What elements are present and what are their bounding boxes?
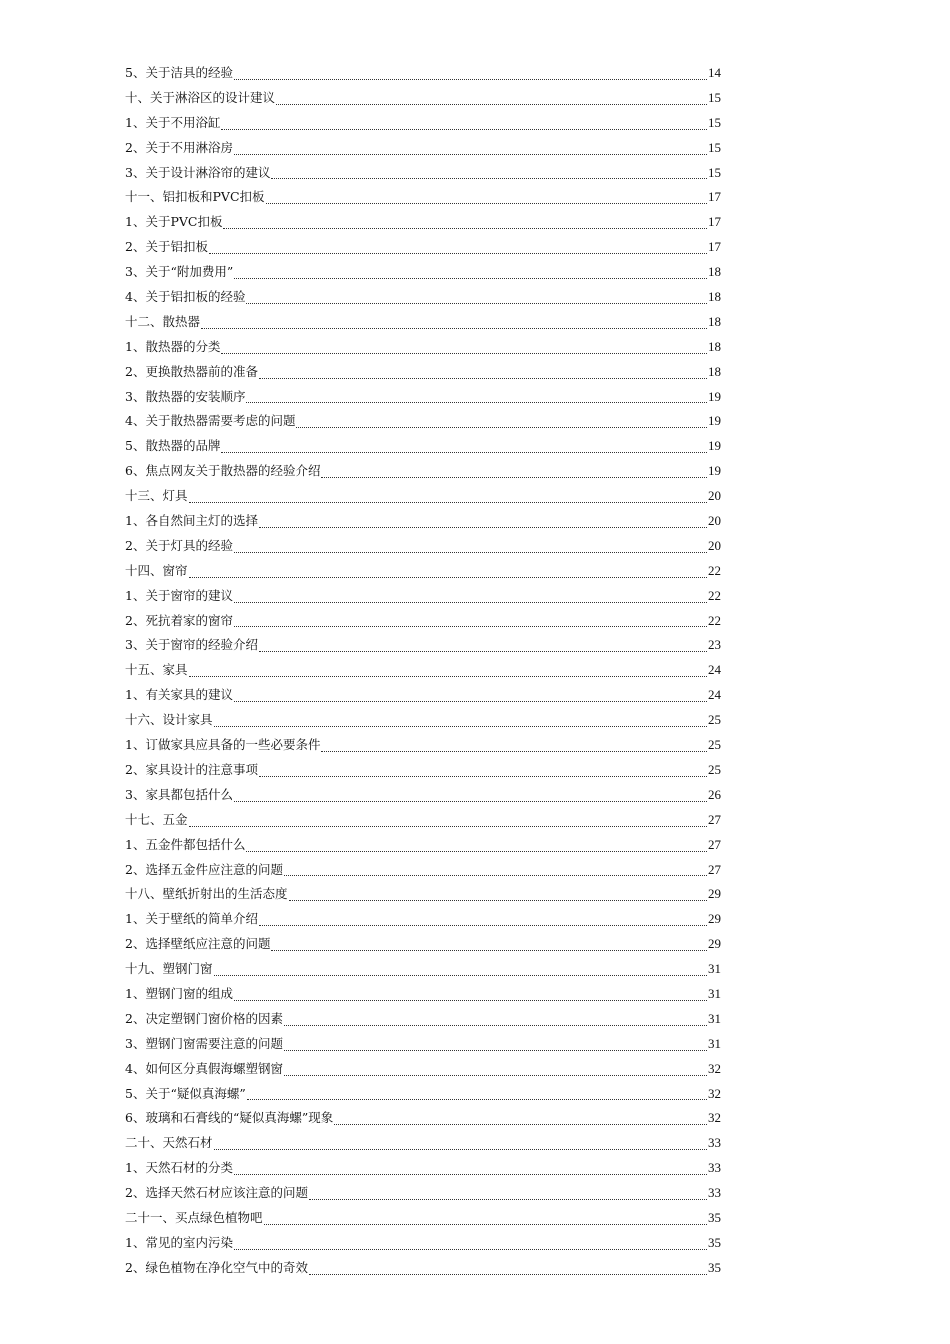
toc-entry-page-number: 18	[708, 313, 721, 329]
toc-dot-leader	[234, 1174, 707, 1175]
toc-entry-title: 1、关于PVC扣板	[125, 214, 223, 230]
toc-entry-title: 3、家具都包括什么	[125, 786, 233, 802]
toc-dot-leader	[221, 452, 707, 453]
toc-entry[interactable]	[125, 484, 721, 509]
table-of-contents	[125, 61, 721, 1281]
toc-dot-leader	[247, 1099, 707, 1100]
toc-entry-title: 2、选择五金件应注意的问题	[125, 861, 283, 877]
toc-dot-leader	[271, 950, 707, 951]
toc-dot-leader	[246, 402, 707, 403]
toc-entry-page-number: 17	[708, 214, 721, 230]
toc-entry[interactable]	[125, 932, 721, 957]
toc-entry-page-number: 24	[708, 687, 721, 703]
toc-entry[interactable]	[125, 957, 721, 982]
toc-entry[interactable]	[125, 409, 721, 434]
toc-dot-leader	[234, 154, 707, 155]
toc-entry[interactable]	[125, 584, 721, 609]
toc-dot-leader	[234, 801, 707, 802]
toc-entry-title: 1、关于窗帘的建议	[125, 587, 233, 603]
toc-entry-page-number: 35	[708, 1234, 721, 1250]
toc-entry-page-number: 32	[708, 1085, 721, 1101]
toc-dot-leader	[234, 278, 707, 279]
toc-entry-title: 3、散热器的安装顺序	[125, 388, 246, 404]
toc-entry[interactable]	[125, 808, 721, 833]
toc-dot-leader	[259, 651, 707, 652]
toc-entry[interactable]	[125, 658, 721, 683]
toc-dot-leader	[259, 776, 707, 777]
toc-entry-title: 2、关于铝扣板	[125, 239, 208, 255]
toc-entry[interactable]	[125, 1131, 721, 1156]
toc-dot-leader	[189, 826, 707, 827]
toc-entry[interactable]	[125, 185, 721, 210]
toc-entry[interactable]	[125, 559, 721, 584]
toc-entry[interactable]	[125, 285, 721, 310]
toc-entry[interactable]	[125, 882, 721, 907]
toc-entry-title: 4、如何区分真假海螺塑钢窗	[125, 1060, 283, 1076]
toc-entry-title: 1、订做家具应具备的一些必要条件	[125, 737, 321, 753]
toc-dot-leader	[259, 378, 707, 379]
toc-entry-title: 2、绿色植物在净化空气中的奇效	[125, 1259, 308, 1275]
toc-dot-leader	[284, 875, 707, 876]
toc-entry[interactable]	[125, 633, 721, 658]
toc-entry-title: 2、选择壁纸应注意的问题	[125, 936, 271, 952]
toc-dot-leader	[309, 1199, 707, 1200]
toc-dot-leader	[234, 602, 707, 603]
toc-entry-title: 十五、家具	[125, 662, 188, 678]
toc-dot-leader	[259, 527, 707, 528]
toc-entry-title: 3、关于“附加费用”	[125, 264, 234, 280]
toc-entry-page-number: 18	[708, 264, 721, 280]
toc-entry-page-number: 18	[708, 289, 721, 305]
toc-entry[interactable]	[125, 310, 721, 335]
toc-entry[interactable]	[125, 609, 721, 634]
toc-dot-leader	[189, 502, 707, 503]
toc-entry[interactable]	[125, 360, 721, 385]
toc-dot-leader	[296, 427, 707, 428]
toc-entry[interactable]	[125, 858, 721, 883]
toc-entry-title: 2、家具设计的注意事项	[125, 761, 258, 777]
toc-entry-page-number: 18	[708, 338, 721, 354]
toc-dot-leader	[309, 1274, 707, 1275]
toc-dot-leader	[266, 203, 707, 204]
toc-entry-page-number: 18	[708, 363, 721, 379]
toc-entry-page-number: 15	[708, 139, 721, 155]
toc-entry-page-number: 14	[708, 65, 721, 80]
toc-entry-page-number: 31	[708, 1010, 721, 1026]
toc-dot-leader	[271, 178, 707, 179]
toc-entry-title: 十九、塑钢门窗	[125, 961, 213, 977]
toc-entry-page-number: 22	[708, 587, 721, 603]
toc-entry-title: 1、常见的室内污染	[125, 1234, 233, 1250]
toc-entry[interactable]	[125, 235, 721, 260]
toc-entry-page-number: 23	[708, 637, 721, 653]
toc-entry-title: 十八、壁纸折射出的生活态度	[125, 886, 288, 902]
toc-entry-title: 1、关于壁纸的简单介绍	[125, 911, 258, 927]
toc-entry[interactable]	[125, 1106, 721, 1131]
toc-entry-page-number: 19	[708, 388, 721, 404]
toc-entry-title: 2、关于不用淋浴房	[125, 139, 233, 155]
toc-entry-page-number: 27	[708, 811, 721, 827]
toc-dot-leader	[221, 353, 707, 354]
toc-dot-leader	[276, 104, 707, 105]
toc-dot-leader	[189, 676, 707, 677]
toc-entry[interactable]	[125, 1032, 721, 1057]
toc-entry-title: 1、五金件都包括什么	[125, 836, 246, 852]
toc-entry-title: 3、关于窗帘的经验介绍	[125, 637, 258, 653]
toc-entry-page-number: 22	[708, 612, 721, 628]
toc-entry[interactable]	[125, 385, 721, 410]
toc-entry-page-number: 15	[708, 114, 721, 130]
toc-entry-title: 二十、天然石材	[125, 1135, 213, 1151]
toc-entry-title: 2、更换散热器前的准备	[125, 363, 258, 379]
toc-entry-title: 6、玻璃和石膏线的“疑似真海螺”现象	[125, 1110, 334, 1126]
toc-dot-leader	[189, 577, 707, 578]
toc-dot-leader	[284, 1025, 707, 1026]
toc-entry[interactable]	[125, 509, 721, 534]
toc-entry-title: 5、散热器的品牌	[125, 438, 221, 454]
toc-entry[interactable]	[125, 260, 721, 285]
toc-entry[interactable]	[125, 1181, 721, 1206]
toc-entry-page-number: 25	[708, 761, 721, 777]
toc-entry-page-number: 29	[708, 911, 721, 927]
toc-entry-page-number: 35	[708, 1209, 721, 1225]
toc-dot-leader	[246, 851, 707, 852]
toc-dot-leader	[246, 303, 707, 304]
toc-entry-title: 十一、铝扣板和PVC扣板	[125, 189, 265, 205]
toc-entry-title: 2、关于灯具的经验	[125, 537, 233, 553]
toc-entry-title: 1、散热器的分类	[125, 338, 221, 354]
toc-dot-leader	[264, 1224, 707, 1225]
toc-entry[interactable]	[125, 534, 721, 559]
toc-entry[interactable]	[125, 434, 721, 459]
toc-dot-leader	[223, 228, 707, 229]
toc-entry-title: 1、有关家具的建议	[125, 687, 233, 703]
toc-entry[interactable]	[125, 86, 721, 111]
toc-dot-leader	[321, 751, 707, 752]
toc-dot-leader	[221, 129, 707, 130]
toc-entry[interactable]	[125, 683, 721, 708]
toc-entry[interactable]	[125, 1082, 721, 1107]
toc-dot-leader	[284, 1075, 707, 1076]
toc-entry-title: 1、塑钢门窗的组成	[125, 985, 233, 1001]
toc-dot-leader	[321, 477, 707, 478]
toc-entry-title: 1、关于不用浴缸	[125, 114, 221, 130]
toc-entry-title: 5、关于洁具的经验	[125, 65, 233, 80]
toc-entry[interactable]	[125, 111, 721, 136]
toc-entry-page-number: 25	[708, 712, 721, 728]
toc-dot-leader	[209, 253, 707, 254]
toc-entry-title: 1、天然石材的分类	[125, 1160, 233, 1176]
toc-dot-leader	[334, 1124, 707, 1125]
toc-entry-page-number: 19	[708, 438, 721, 454]
toc-entry[interactable]	[125, 1007, 721, 1032]
toc-entry-page-number: 20	[708, 513, 721, 529]
toc-entry-title: 2、决定塑钢门窗价格的因素	[125, 1010, 283, 1026]
toc-entry-title: 6、焦点网友关于散热器的经验介绍	[125, 463, 321, 479]
toc-entry-title: 2、死抗着家的窗帘	[125, 612, 233, 628]
toc-entry-page-number: 29	[708, 936, 721, 952]
toc-dot-leader	[214, 726, 707, 727]
toc-entry-page-number: 31	[708, 961, 721, 977]
toc-entry-page-number: 27	[708, 836, 721, 852]
toc-entry-page-number: 33	[708, 1160, 721, 1176]
toc-entry-title: 2、选择天然石材应该注意的问题	[125, 1185, 308, 1201]
toc-entry[interactable]	[125, 1231, 721, 1256]
toc-dot-leader	[214, 1149, 707, 1150]
toc-entry[interactable]	[125, 833, 721, 858]
toc-entry[interactable]	[125, 210, 721, 235]
toc-entry-title: 十二、散热器	[125, 313, 201, 329]
toc-entry-page-number: 35	[708, 1259, 721, 1275]
toc-entry[interactable]	[125, 708, 721, 733]
toc-dot-leader	[214, 975, 707, 976]
toc-entry[interactable]	[125, 982, 721, 1007]
toc-entry-page-number: 17	[708, 189, 721, 205]
toc-entry[interactable]	[125, 1206, 721, 1231]
toc-dot-leader	[259, 925, 707, 926]
toc-entry-page-number: 32	[708, 1060, 721, 1076]
toc-entry-page-number: 19	[708, 413, 721, 429]
toc-entry-page-number: 20	[708, 537, 721, 553]
toc-entry-page-number: 32	[708, 1110, 721, 1126]
toc-entry-page-number: 17	[708, 239, 721, 255]
toc-entry-page-number: 31	[708, 985, 721, 1001]
toc-dot-leader	[234, 552, 707, 553]
toc-dot-leader	[234, 1000, 707, 1001]
toc-entry-title: 十四、窗帘	[125, 562, 188, 578]
toc-entry-page-number: 19	[708, 463, 721, 479]
toc-entry[interactable]	[125, 459, 721, 484]
toc-entry[interactable]	[125, 907, 721, 932]
toc-entry[interactable]	[125, 733, 721, 758]
toc-entry-page-number: 24	[708, 662, 721, 678]
toc-dot-leader	[234, 701, 707, 702]
toc-entry-page-number: 22	[708, 562, 721, 578]
toc-entry-page-number: 15	[708, 164, 721, 180]
toc-dot-leader	[234, 79, 707, 80]
toc-entry-page-number: 33	[708, 1135, 721, 1151]
toc-entry-page-number: 26	[708, 786, 721, 802]
toc-entry-title: 十七、五金	[125, 811, 188, 827]
toc-entry-title: 5、关于“疑似真海螺”	[125, 1085, 246, 1101]
toc-entry-title: 1、各自然间主灯的选择	[125, 513, 258, 529]
toc-entry-title: 十六、设计家具	[125, 712, 213, 728]
toc-entry[interactable]	[125, 136, 721, 161]
toc-entry[interactable]	[125, 1256, 721, 1281]
toc-entry-title: 3、关于设计淋浴帘的建议	[125, 164, 271, 180]
toc-entry[interactable]	[125, 335, 721, 360]
toc-dot-leader	[289, 900, 707, 901]
toc-entry-page-number: 27	[708, 861, 721, 877]
toc-entry-page-number: 20	[708, 488, 721, 504]
toc-entry-title: 十三、灯具	[125, 488, 188, 504]
toc-entry-page-number: 29	[708, 886, 721, 902]
toc-entry-page-number: 31	[708, 1035, 721, 1051]
toc-entry-title: 4、关于散热器需要考虑的问题	[125, 413, 296, 429]
toc-entry[interactable]	[125, 1057, 721, 1082]
toc-entry-title: 3、塑钢门窗需要注意的问题	[125, 1035, 283, 1051]
toc-dot-leader	[234, 626, 707, 627]
toc-dot-leader	[234, 1249, 707, 1250]
toc-dot-leader	[201, 328, 707, 329]
toc-entry[interactable]	[125, 783, 721, 808]
toc-entry[interactable]	[125, 161, 721, 186]
toc-entry-title: 二十一、买点绿色植物吧	[125, 1209, 263, 1225]
toc-dot-leader	[284, 1050, 707, 1051]
toc-entry-title: 4、关于铝扣板的经验	[125, 289, 246, 305]
toc-entry[interactable]	[125, 1156, 721, 1181]
toc-entry[interactable]	[125, 758, 721, 783]
toc-entry-page-number: 33	[708, 1185, 721, 1201]
toc-entry-page-number: 15	[708, 89, 721, 105]
toc-entry[interactable]	[125, 61, 721, 86]
toc-entry-page-number: 25	[708, 737, 721, 753]
toc-entry-title: 十、关于淋浴区的设计建议	[125, 89, 276, 105]
